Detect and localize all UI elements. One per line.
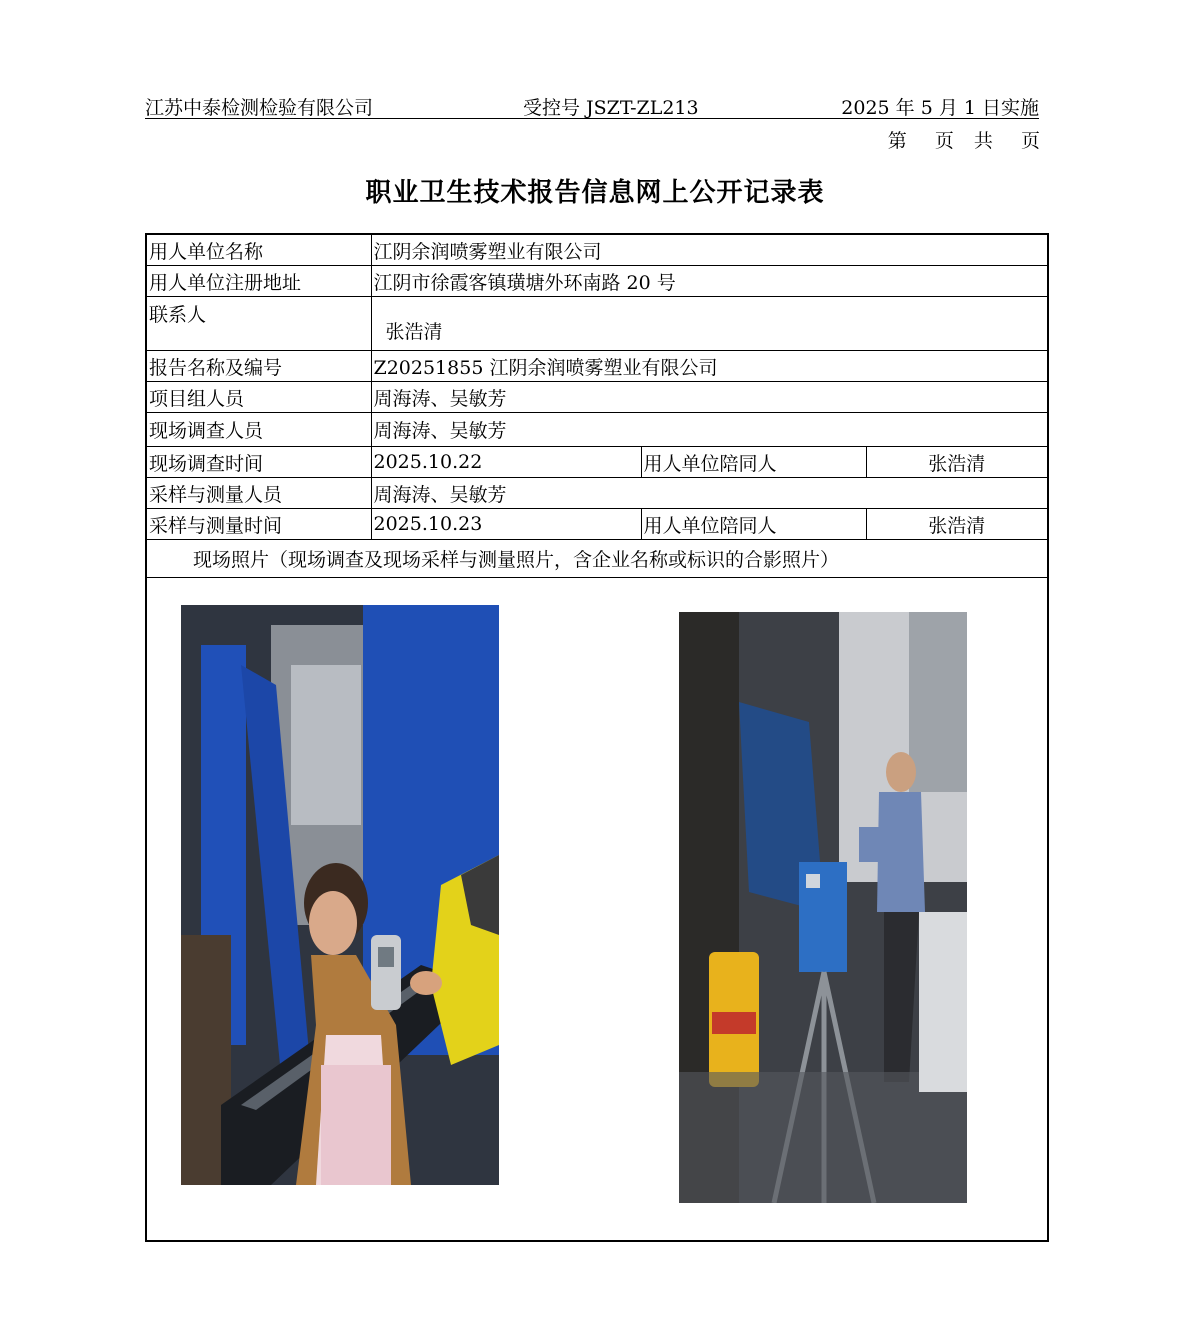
- survey-companion-label: 用人单位陪同人: [641, 447, 866, 478]
- contact-value: 张浩清: [371, 297, 1048, 351]
- sampling-companion-value: 张浩清: [866, 509, 1048, 540]
- header-company: 江苏中泰检测检验有限公司: [145, 97, 374, 119]
- row-sampling-time: [146, 509, 1048, 540]
- photo-sampling-image: [679, 612, 967, 1203]
- contact-label: 联系人: [146, 297, 371, 351]
- page-count-di: 第: [887, 130, 907, 152]
- page-header: [145, 92, 1039, 119]
- page-count: [874, 126, 1040, 153]
- row-contact: [146, 297, 1048, 351]
- photo-noise-measurement-image: [181, 605, 499, 1185]
- sampling-staff-label: 采样与测量人员: [146, 478, 371, 509]
- survey-staff-value: 周海涛、吴敏芳: [371, 413, 1048, 447]
- report-value: Z20251855 江阴余润喷雾塑业有限公司: [371, 351, 1048, 382]
- survey-companion-value: 张浩清: [866, 447, 1048, 478]
- site-photo-noise-measurement: [181, 605, 499, 1185]
- page-count-ye2: 页: [1020, 130, 1040, 152]
- row-sampling-staff: [146, 478, 1048, 509]
- header-effective-date: 2025 年 5 月 1 日实施: [841, 97, 1039, 119]
- sampling-companion-label: 用人单位陪同人: [641, 509, 866, 540]
- report-label: 报告名称及编号: [146, 351, 371, 382]
- photos-cell: [146, 578, 1048, 1242]
- employer-address-label: 用人单位注册地址: [146, 266, 371, 297]
- survey-time-value: 2025.10.22: [371, 447, 641, 478]
- document-title: 职业卫生技术报告信息网上公开记录表: [365, 178, 825, 208]
- page-count-ye1: 页: [934, 130, 954, 152]
- row-photos-title: [146, 540, 1048, 578]
- row-employer-name: [146, 234, 1048, 266]
- project-team-value: 周海涛、吴敏芳: [371, 382, 1048, 413]
- sampling-time-value: 2025.10.23: [371, 509, 641, 540]
- survey-time-label: 现场调查时间: [146, 447, 371, 478]
- survey-staff-label: 现场调查人员: [146, 413, 371, 447]
- row-employer-address: [146, 266, 1048, 297]
- row-report: [146, 351, 1048, 382]
- row-project-team: [146, 382, 1048, 413]
- site-photo-sampling: [679, 612, 967, 1203]
- employer-name-value: 江阴余润喷雾塑业有限公司: [371, 234, 1048, 266]
- employer-name-label: 用人单位名称: [146, 234, 371, 266]
- row-survey-time: [146, 447, 1048, 478]
- row-photos: [146, 578, 1048, 1242]
- sampling-time-label: 采样与测量时间: [146, 509, 371, 540]
- project-team-label: 项目组人员: [146, 382, 371, 413]
- sampling-staff-value: 周海涛、吴敏芳: [371, 478, 1048, 509]
- page-count-gong: 共: [973, 130, 993, 152]
- photos-title: 现场照片（现场调查及现场采样与测量照片，含企业名称或标识的合影照片）: [146, 540, 1048, 578]
- row-survey-staff: [146, 413, 1048, 447]
- employer-address-value: 江阴市徐霞客镇璜塘外环南路 20 号: [371, 266, 1048, 297]
- record-table: [145, 233, 1049, 1242]
- header-control-number: 受控号 JSZT-ZL213: [523, 97, 699, 119]
